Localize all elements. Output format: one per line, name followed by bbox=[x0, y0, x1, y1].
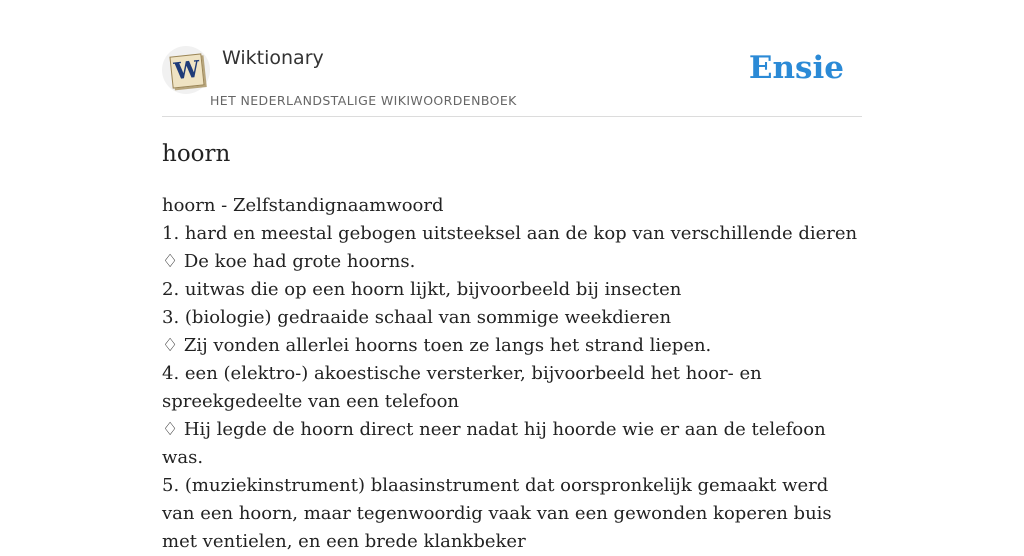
definition-content bbox=[162, 192, 866, 556]
wiktionary-logo-icon: W bbox=[169, 53, 204, 88]
definition-2: 2. uitwas die op een hoorn lijkt, bijvoorbeeld bij insecten bbox=[162, 279, 682, 300]
definition-5: 5. (muziekinstrument) blaasinstrument dat oorspronkelijk gemaakt werd van een hoorn, maar tegenwoordig vaak van een gewonden koperen buis met ventielen, en een brede klankbeker bbox=[162, 475, 832, 552]
site-tagline: HET NEDERLANDSTALIGE WIKIWOORDENBOEK bbox=[210, 93, 517, 108]
page-title: hoorn bbox=[162, 141, 231, 167]
definition-1: 1. hard en meestal gebogen uitsteeksel aan de kop van verschillende dieren bbox=[162, 223, 858, 244]
example-4: ♢ Hij legde de hoorn direct neer nadat hij hoorde wie er aan de telefoon was. bbox=[162, 419, 826, 468]
definition-4: 4. een (elektro-) akoestische versterker, bijvoorbeeld het hoor- en spreekgedeelte van een telefoon bbox=[162, 363, 762, 412]
wiktionary-logo[interactable] bbox=[162, 46, 210, 94]
part-of-speech-line: hoorn - Zelfstandignaamwoord bbox=[162, 195, 444, 216]
ensie-brand-link[interactable]: Ensie bbox=[748, 50, 844, 86]
example-3: ♢ Zij vonden allerlei hoorns toen ze langs het strand liepen. bbox=[162, 335, 712, 356]
definition-3: 3. (biologie) gedraaide schaal van sommige weekdieren bbox=[162, 307, 672, 328]
example-1: ♢ De koe had grote hoorns. bbox=[162, 251, 416, 272]
site-header bbox=[162, 44, 862, 117]
site-name[interactable]: Wiktionary bbox=[222, 47, 324, 69]
